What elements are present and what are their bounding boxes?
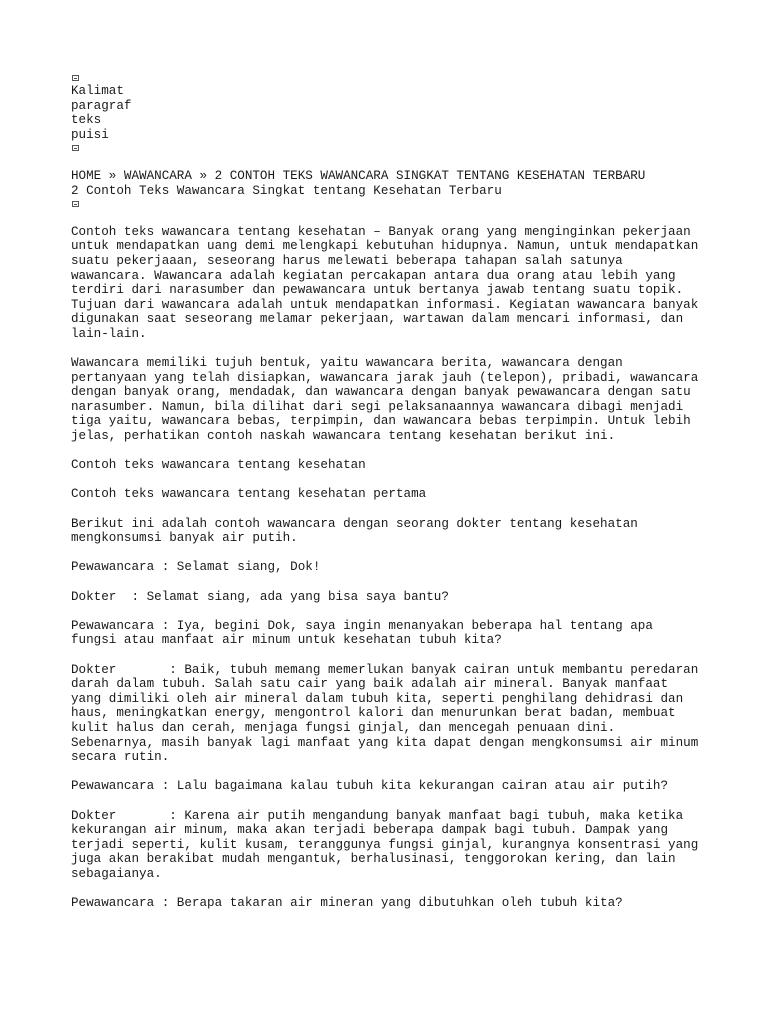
paragraph: Wawancara memiliki tujuh bentuk, yaitu wawancara berita, wawancara dengan pertanyaan yang telah disiapkan, wawancara jarak jauh (telepon), pribadi, wawancara dengan banyak orang, mendadak, dan wawancara dengan banyak pewawancara dengan satu narasumber. Namun, bila dilihat dari segi pelaksanaannya wawancara dibagi menjadi tiga yaitu, wawancara bebas, terpimpin, dan wawancara bebas terpimpin. Untuk lebih jelas, perhatikan contoh naskah wawancara tentang kesehatan berikut ini. (71, 356, 699, 444)
nav-menu (71, 84, 721, 142)
section-heading: Contoh teks wawancara tentang kesehatan (71, 458, 366, 473)
dialog-line: Dokter : Karena air putih mengandung banyak manfaat bagi tubuh, maka ketika kekurangan air minum, maka akan terjadi beberapa dampak bagi tubuh. Dampak yang terjadi seperti, kulit kusam, teranggunya fungsi ginjal, kurangnya konsentrasi yang juga akan berakibat mudah mengantuk, berhalusinasi, tenggorokan kering, dan lain sebagaianya. (71, 808, 699, 881)
dialog-line: Pewawancara : Iya, begini Dok, saya ingin menanyakan beberapa hal tentang apa fungsi atau manfaat air minum untuk kesehatan tubuh kita? (71, 618, 653, 648)
missing-glyph-icon (72, 201, 79, 207)
missing-glyph-icon (72, 145, 79, 151)
dialog-line: Dokter : Baik, tubuh memang memerlukan banyak cairan untuk membantu peredaran darah dalam tubuh. Salah satu cair yang baik adalah air mineral. Banyak manfaat yang dimiliki oleh air mineral dalam tubuh kita, seperti penghilang dehidrasi dan haus, meningkatkan energy, mengontrol kalori dan menurunkan berat badan, membuat kulit halus dan cerah, menjaga fungsi ginjal, dan mencegah penuaan dini. Sebenarnya, masih banyak lagi manfaat yang kita dapat dengan mengkonsumsi air minum secara rutin. (71, 662, 699, 765)
menu-item-paragraf[interactable]: paragraf (71, 98, 132, 113)
document-page (71, 72, 721, 925)
article-body (71, 225, 721, 911)
breadcrumb[interactable]: HOME » WAWANCARA » 2 CONTOH TEKS WAWANCARA SINGKAT TENTANG KESEHATAN TERBARU (71, 168, 646, 183)
dialog-line: Pewawancara : Berapa takaran air mineran yang dibutuhkan oleh tubuh kita? (71, 896, 623, 911)
dialog-line: Dokter : Selamat siang, ada yang bisa saya bantu? (71, 589, 449, 604)
subsection-heading: Contoh teks wawancara tentang kesehatan pertama (71, 487, 427, 502)
dialog-line: Pewawancara : Lalu bagaimana kalau tubuh kita kekurangan cairan atau air putih? (71, 779, 669, 794)
menu-item-teks[interactable]: teks (71, 113, 102, 128)
paragraph: Berikut ini adalah contoh wawancara dengan seorang dokter tentang kesehatan mengkonsumsi banyak air putih. (71, 516, 638, 546)
dialog-line: Pewawancara : Selamat siang, Dok! (71, 560, 321, 575)
paragraph: Contoh teks wawancara tentang kesehatan – Banyak orang yang menginginkan pekerjaan untuk mendapatkan uang demi melengkapi kebutuhan hidupnya. Namun, untuk mendapatkan suatu pekerjaaan, seseorang harus melewati beberapa tahapan salah satunya wawancara. Wawancara adalah kegiatan percakapan antara dua orang atau lebih yang terdiri dari narasumber dan pewawancara untuk bertanya jawab tentang suatu topik. Tujuan dari wawancara adalah untuk mendapatkan informasi. Kegiatan wawancara banyak digunakan saat seseorang melamar pekerjaan, wartawan dalam mencari informasi, dan lain-lain. (71, 224, 699, 341)
missing-glyph-icon (72, 75, 79, 81)
page-title: 2 Contoh Teks Wawancara Singkat tentang Kesehatan Terbaru (71, 183, 502, 198)
menu-item-puisi[interactable]: puisi (71, 127, 109, 142)
menu-item-kalimat[interactable]: Kalimat (71, 84, 124, 98)
